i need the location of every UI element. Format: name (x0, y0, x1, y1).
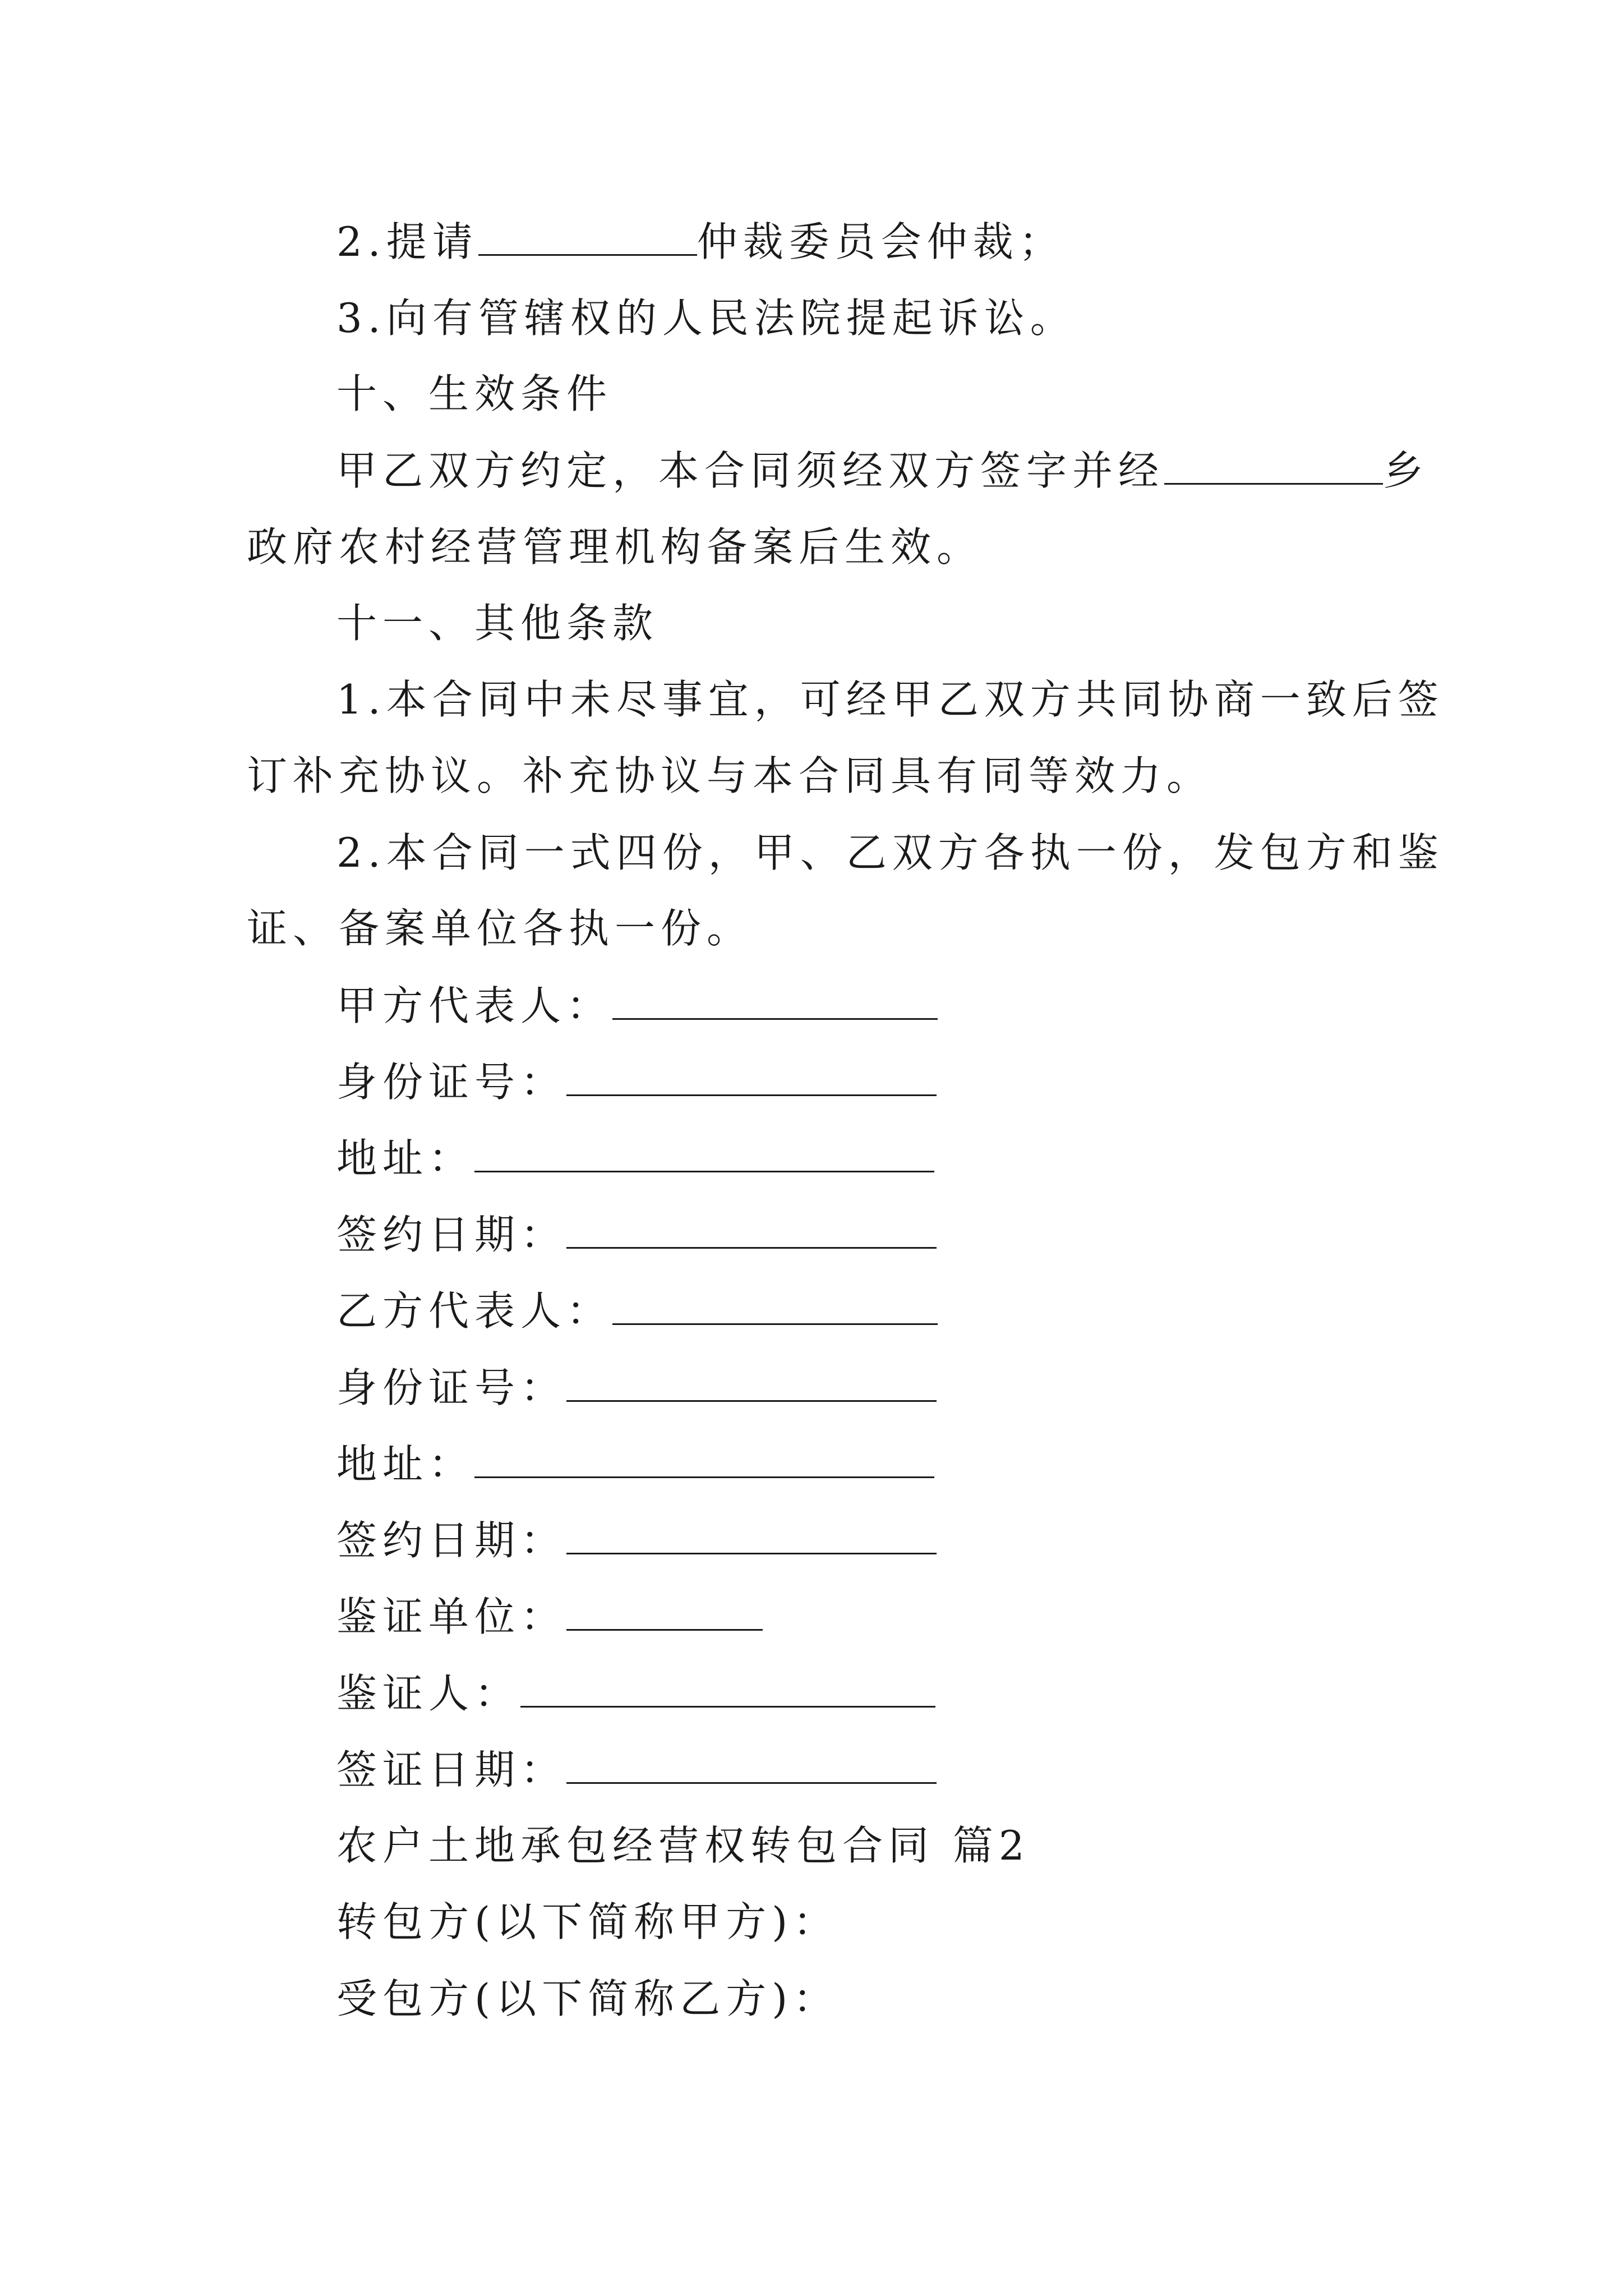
dispute-item-2-after: 仲裁委员会仲裁； (697, 218, 1065, 265)
section-11-item-2-line2: 证、备案单位各执一份。 (247, 905, 753, 952)
party-b-address-row (336, 1438, 934, 1489)
party-b-date-blank[interactable] (566, 1515, 937, 1554)
party-b-address-blank[interactable] (474, 1438, 934, 1478)
verify-date-label: 签证日期： (336, 1746, 567, 1793)
township-blank[interactable] (1164, 445, 1383, 485)
verifier-label: 鉴证人： (336, 1670, 521, 1717)
party-b-date-label: 签约日期： (336, 1517, 567, 1564)
verify-date-row (336, 1744, 937, 1795)
verify-date-blank[interactable] (566, 1744, 937, 1784)
section-10-para-line2: 政府农村经营管理机构备案后生效。 (247, 523, 983, 570)
dispute-item-2 (336, 216, 1065, 267)
verify-unit-blank[interactable] (566, 1591, 763, 1631)
section-10-para-line1 (336, 445, 1429, 496)
section-11-heading: 十一、其他条款 (336, 600, 659, 647)
party-b-rep-row (336, 1285, 938, 1336)
section-10-para-before: 甲乙双方约定，本合同须经双方签字并经 (336, 447, 1165, 494)
party-b-rep-label: 乙方代表人： (336, 1287, 613, 1335)
verify-unit-label: 鉴证单位： (336, 1593, 567, 1640)
party-b-rep-blank[interactable] (612, 1285, 938, 1325)
party-b-id-blank[interactable] (566, 1362, 937, 1402)
verifier-blank[interactable] (520, 1668, 935, 1708)
party-b-date-row (336, 1515, 937, 1566)
party-b-id-label: 身份证号： (336, 1364, 567, 1411)
party-a-address-label: 地址： (336, 1135, 475, 1182)
section-10-heading: 十、生效条件 (336, 370, 613, 417)
recipient-row: 受包方(以下简称乙方)： (336, 1975, 840, 2022)
party-a-id-row (336, 1056, 937, 1107)
dispute-item-3: 3.向有管辖权的人民法院提起诉讼。 (336, 295, 1076, 342)
party-a-rep-row (336, 980, 938, 1031)
party-a-id-label: 身份证号： (336, 1059, 567, 1106)
subcontractor-row: 转包方(以下简称甲方)： (336, 1898, 840, 1945)
party-a-rep-blank[interactable] (612, 980, 938, 1020)
party-a-date-blank[interactable] (566, 1209, 937, 1249)
next-contract-title: 农户土地承包经营权转包合同 篇2 (336, 1822, 1030, 1869)
party-a-address-blank[interactable] (474, 1133, 934, 1172)
verifier-row (336, 1668, 935, 1719)
party-a-id-blank[interactable] (566, 1056, 937, 1096)
section-11-item-1-line1: 1.本合同中未尽事宜，可经甲乙双方共同协商一致后签 (336, 676, 1444, 723)
party-a-rep-label: 甲方代表人： (336, 982, 613, 1029)
party-b-address-label: 地址： (336, 1441, 475, 1488)
party-a-address-row (336, 1133, 934, 1184)
verify-unit-row (336, 1591, 763, 1642)
section-11-item-2-line1: 2.本合同一式四份，甲、乙双方各执一份，发包方和鉴 (336, 829, 1444, 876)
party-b-id-row (336, 1362, 937, 1413)
party-a-date-label: 签约日期： (336, 1211, 567, 1258)
party-a-date-row (336, 1209, 937, 1260)
section-11-item-1-line2: 订补充协议。补充协议与本合同具有同等效力。 (247, 752, 1213, 799)
arbitration-committee-blank[interactable] (478, 216, 697, 256)
dispute-item-2-before: 2.提请 (336, 218, 478, 265)
section-10-para-after: 乡 (1383, 447, 1430, 494)
